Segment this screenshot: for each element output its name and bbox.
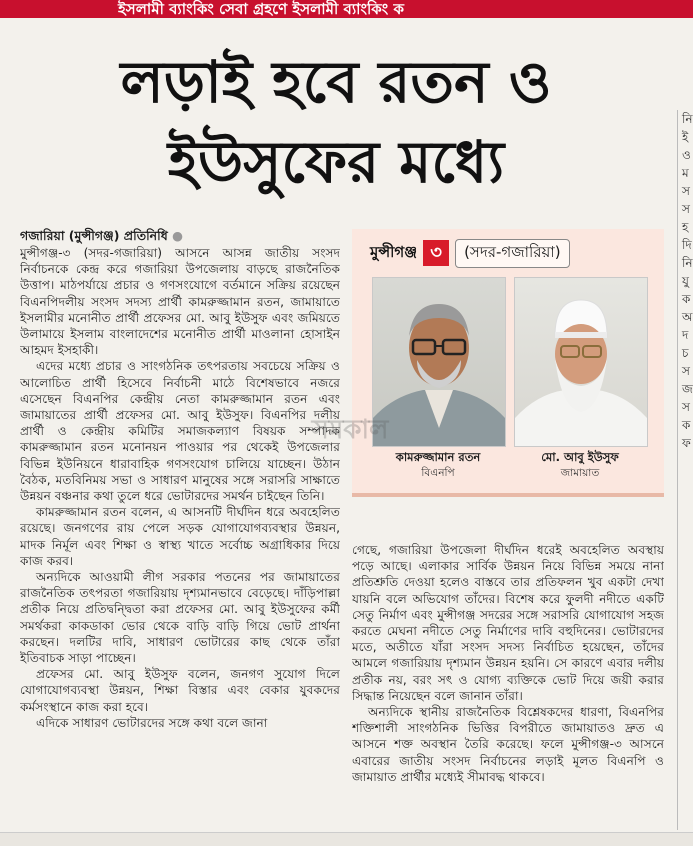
paragraph: প্রফেসর মো. আবু ইউসুফ বলেন, জনগণ সুযোগ দিলে যোগাযোগব্যবস্থা উন্নয়ন, শিক্ষা বিস্তার এবং বেকার যুবকদের কর্মসংস্থানে কাজ করা হবে। <box>20 667 340 714</box>
paragraph: গেছে, গজারিয়া উপজেলা দীর্ঘদিন ধরেই অবহেলিত অবস্থায় পড়ে আছে। এলাকার সার্বিক উন্নয়ন নিয়ে বিভিন্ন সময়ে নানা প্রতিশ্রুতি দেওয়া হলেও বাস্তবে তার প্রতিফলন খুব একটা দেখা যায়নি বলে অভিযোগ তাঁদের। বিশেষ করে ফুলদী নদীতে একটি সেতু নির্মাণ এবং মুন্সীগঞ্জ সদরের সঙ্গে সরাসরি যোগাযোগ সহজ করতে মেঘনা নদীতে সেতু নির্মাণের দাবি বহুদিনের। ভোটারদের মতে, অতীতে যাঁরা সংসদ সদস্য নির্বাচিত হয়েছেন, তাঁদের আমলে গজারিয়ায় দৃশ্যমান উন্নয়ন হয়নি। সে কারণে এবার দলীয় প্রতীক নয়, বরং সৎ ও যোগ্য ব্যক্তিকে ভোট দিয়ে জয়ী করার সিদ্ধান্ত নিয়েছেন বলে জানান তাঁরা। <box>352 543 664 703</box>
paragraph: অন্যদিকে স্থানীয় রাজনৈতিক বিশ্লেষকদের ধারণা, বিএনপির শক্তিশালী সাংগঠনিক ভিত্তির বিপরীতে জামায়াতও দ্রুত এ আসনে শক্ত অবস্থান তৈরি করেছে। ফলে মুন্সীগঞ্জ-৩ আসনে এবারের জাতীয় সংসদ নির্বাচনের লড়াই মূলত বিএনপি ও জামায়াত প্রার্থীর মধ্যেই সীমাবদ্ধ থাকবে। <box>352 705 664 784</box>
candidate-name: কামরুজ্জামান রতন <box>395 450 481 464</box>
article-column-right <box>352 542 664 827</box>
headline-line-1: লড়াই হবে রতন ও <box>120 48 552 116</box>
paragraph: অন্যদিকে আওয়ামী লীগ সরকার পতনের পর জামায়াতের রাজনৈতিক তৎপরতা গজারিয়ায় দৃশ্যমানভাবে বেড়েছে। দাঁড়িপাল্লা প্রতীক নিয়ে প্রতিদ্বন্দ্বিতা করা প্রফেসর মো. আবু ইউসুফের কর্মী সমর্থকরা কাকডাকা ভোর থেকে বাড়ি বাড়ি গিয়ে ভোট প্রার্থনা করছেন। দলটির দাবি, সাধারণ ভোটারের কাছ থেকে তাঁরা ইতিবাচক সাড়া পাচ্ছেন। <box>20 570 340 666</box>
page-bottom-edge <box>0 832 693 846</box>
top-banner <box>0 0 693 18</box>
constituency-number: ৩ <box>423 240 449 266</box>
candidate-photo-yusuf <box>514 277 648 447</box>
paragraph: কামরুজ্জামান রতন বলেন, এ আসনটি দীর্ঘদিন ধরে অবহেলিত রয়েছে। জনগণের রায় পেলে সড়ক যোগাযোগব্যবস্থার উন্নয়ন, মাদক নির্মূল এবং শিক্ষা ও স্বাস্থ্য খাতে সর্বোচ্চ অগ্রাধিকার দিয়ে কাজ করব। <box>20 505 340 568</box>
portrait-icon <box>515 278 647 446</box>
constituency-name: মুন্সীগঞ্জ <box>370 242 418 261</box>
constituency-label <box>370 239 570 267</box>
byline-text: গজারিয়া (মুন্সীগঞ্জ) প্রতিনিধি <box>20 228 168 243</box>
headline <box>0 44 672 204</box>
candidate-name: মো. আবু ইউসুফ <box>541 450 619 464</box>
candidate-party: বিএনপি <box>421 467 455 479</box>
constituency-area: (সদর-গজারিয়া) <box>455 239 570 268</box>
candidates-photo-box <box>352 229 664 497</box>
adjacent-article-strip <box>677 110 693 830</box>
adjacent-article-text: নি ই ও ম স স হ দি নি যু ক অ দ চ স জ স ক ফ <box>682 112 693 450</box>
byline <box>20 228 340 244</box>
paragraph: মুন্সীগঞ্জ-৩ (সদর-গজারিয়া) আসনে আসন্ন জাতীয় সংসদ নির্বাচনকে কেন্দ্র করে গজারিয়া উপজেলায় বাড়ছে রাজনৈতিক উত্তাপ। মাঠপর্যায়ে প্রচার ও গণসংযোগে বর্তমানে সক্রিয় রয়েছেন বিএনপিদলীয় সংসদ সদস্য প্রার্থী কামরুজ্জামান রতন, জামায়াতে ইসলামীর মনোনীত প্রার্থী প্রফেসর মো. আবু ইউসুফ এবং জমিয়তে উলামায়ে ইসলাম বাংলাদেশের মনোনীত প্রার্থী মাওলানা হোসাইন আহমদ ইসহাকী। <box>20 246 340 358</box>
candidate-party: জামায়াত <box>560 467 600 479</box>
paragraph: এদের মধ্যে প্রচার ও সাংগঠনিক তৎপরতায় সবচেয়ে সক্রিয় ও আলোচিত প্রার্থী হিসেবে নির্বাচনী মাঠে বিশেষভাবে নজরে এসেছেন বিএনপির কেন্দ্রীয় নেতা কামরুজ্জামান রতন এবং জামায়াতের প্রার্থী প্রফেসর মো. আবু ইউসুফ। বিএনপির দলীয় প্রার্থী ও কেন্দ্রীয় কমিটির সমাজকল্যাণ বিষয়ক সম্পাদক কামরুজ্জামান রতন মনোনয়ন পাওয়ার পর থেকেই উপজেলার বিভিন্ন ইউনিয়নে ধারাবাহিক গণসংযোগ চালিয়ে যাচ্ছেন। উঠান বৈঠক, মতবিনিময় সভা ও সাধারণ মানুষের সঙ্গে সরাসরি সাক্ষাতে উন্নয়ন বঞ্চনার কথা তুলে ধরে ভোটারদের সমর্থন চাইছেন তিনি। <box>20 359 340 504</box>
watermark: সমকাল <box>311 415 389 445</box>
headline-line-2: ইউসুফের মধ্যে <box>167 128 505 196</box>
article-column-left <box>20 245 340 825</box>
top-banner-text: ইসলামী ব্যাংকিং সেবা গ্রহণে ইসলামী ব্যাংকিং ক <box>118 0 404 18</box>
paragraph: এদিকে সাধারণ ভোটারদের সঙ্গে কথা বলে জানা <box>36 715 268 730</box>
byline-dot-icon: ● <box>172 228 183 243</box>
